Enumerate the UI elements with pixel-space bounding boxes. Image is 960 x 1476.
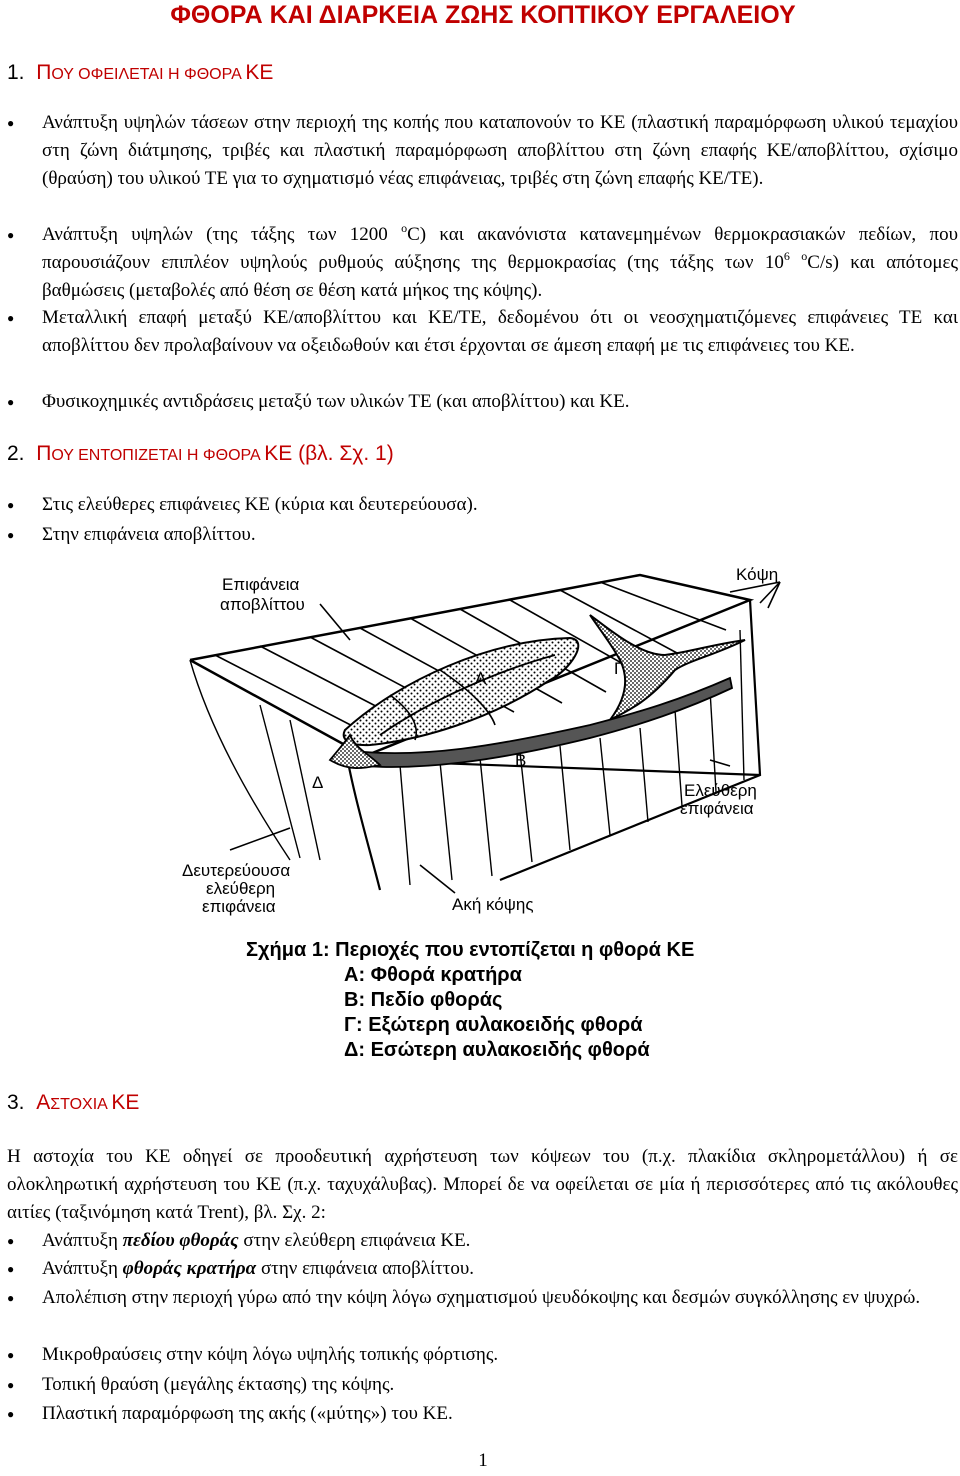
emphasis: πεδίου φθοράς xyxy=(122,1230,239,1251)
text-run: C) και ακανόνιστα κατανεμημένων θερμοκρασιακών πεδίων, που παρουσιάζουν επιπλέον υψηλούς ρυθμούς αύξησης της θερμοκρασίας (της τάξης των 10 xyxy=(42,224,958,273)
heading-text: ΟΥ ΕΝΤΟΠΙΖΕΤΑΙ Η ΦΘΟΡΑ xyxy=(51,447,265,464)
label-d: Δ xyxy=(312,773,324,792)
label-free-surface: επιφάνεια xyxy=(680,799,754,818)
text-run: Ανάπτυξη xyxy=(42,1258,123,1279)
list-item: ● Φυσικοχημικές αντιδράσεις μεταξύ των υλικών ΤΕ (και αποβλίττου) και ΚΕ. xyxy=(42,388,958,416)
list-item: ● Ανάπτυξη υψηλών τάσεων στην περιοχή της κοπής που καταπονούν το ΚΕ (πλαστική παραμόρφωση υλικού τεμαχίου στη ζώνη διάτμησης, τριβές και πλαστική παραμόρφωση αποβλίττου στη ζώνη επαφής ΚΕ/αποβλίττου, σχίσιμο (θραύση) του υλικού ΤΕ για το σχηματισμό νέας επιφάνειας, τριβές στη ζώνη επαφής ΚΕ/ΤΕ). xyxy=(42,109,958,193)
list-item: ● Τοπική θραύση (μεγάλης έκτασης) της κόψης. xyxy=(42,1371,958,1399)
list-item xyxy=(42,221,958,305)
section-1-heading xyxy=(7,60,273,88)
heading-initial: Α xyxy=(36,1091,51,1114)
label-secondary-surface: ελεύθερη xyxy=(206,879,276,898)
heading-tail: ΚΕ xyxy=(111,1091,140,1114)
heading-tail: ΚΕ (βλ. Σχ. 1) xyxy=(264,442,394,465)
label-edge-tip: Ακή κόψης xyxy=(452,895,534,914)
label-a: Α xyxy=(475,669,487,688)
superscript: ο xyxy=(801,249,808,263)
heading-initial: Π xyxy=(36,442,52,465)
tool-wear-diagram xyxy=(170,560,810,920)
text-run: C/s) και απότομες βαθμώσεις (μεταβολές από θέση σε θέση κατά μήκος της κόψης). xyxy=(42,252,959,301)
text-run: στην επιφάνεια αποβλίττου. xyxy=(256,1258,475,1279)
heading-initial: Π xyxy=(36,61,52,84)
label-cutting-edge: Κόψη xyxy=(736,565,779,584)
page-number: 1 xyxy=(478,1450,488,1471)
text-run: Ανάπτυξη xyxy=(42,1230,123,1251)
section-3-heading xyxy=(7,1090,139,1118)
list-item: ● Μικροθραύσεις στην κόψη λόγω υψηλής τοπικής φόρτισης. xyxy=(42,1341,958,1369)
label-chip-surface: αποβλίττου xyxy=(220,595,305,614)
list-item: ● Στις ελεύθερες επιφάνειες ΚΕ (κύρια και δευτερεύουσα). xyxy=(42,491,958,519)
section-number: 3. xyxy=(7,1091,25,1114)
caption-item: Β: Πεδίο φθοράς xyxy=(344,989,503,1011)
list-item: ● Μεταλλική επαφή μεταξύ ΚΕ/αποβλίττου και ΚΕ/ΤΕ, δεδομένου ότι οι νεοσχηματιζόμενες επιφάνειες ΤΕ και αποβλίττου δεν προλαβαίνουν να οξειδωθούν και έτσι έρχονται σε άμεση επαφή με τις επιφάνειες του ΚΕ. xyxy=(42,304,958,360)
leader-lines xyxy=(230,582,780,893)
section-number: 1. xyxy=(7,61,25,84)
label-g: Γ xyxy=(614,659,624,678)
heading-text: ΣΤΟΧΙΑ xyxy=(50,1096,112,1113)
superscript: ο xyxy=(401,221,408,235)
section-2-heading xyxy=(7,441,394,469)
heading-text: ΟΥ ΟΦΕΙΛΕΤΑΙ Η ΦΘΟΡΑ xyxy=(51,66,246,83)
caption-item: Γ: Εξώτερη αυλακοειδής φθορά xyxy=(344,1014,643,1036)
label-b: Β xyxy=(515,751,527,770)
list-item: ● Πλαστική παραμόρφωση της ακής («μύτης») του ΚΕ. xyxy=(42,1400,958,1428)
superscript: 6 xyxy=(783,249,790,263)
text-run xyxy=(790,252,801,273)
list-item: ● Στην επιφάνεια αποβλίττου. xyxy=(42,521,958,549)
list-item: ● Απολέπιση στην περιοχή γύρω από την κόψη λόγω σχηματισμού ψευδόκοψης και δεσμών συγκόλλησης εν ψυχρώ. xyxy=(42,1284,958,1312)
label-secondary-surface: Δευτερεύουσα xyxy=(182,861,291,880)
caption-item: Α: Φθορά κρατήρα xyxy=(344,964,522,986)
section-number: 2. xyxy=(7,442,25,465)
text-run: Ανάπτυξη υψηλών (της τάξης των 1200 xyxy=(42,224,402,245)
emphasis: φθοράς κρατήρα xyxy=(122,1258,257,1279)
heading-tail: ΚΕ xyxy=(245,61,274,84)
label-free-surface: Ελεύθερη xyxy=(684,781,757,800)
list-item xyxy=(42,1255,958,1283)
page-title: ΦΘΟΡΑ ΚΑΙ ΔΙΑΡΚΕΙΑ ΖΩΗΣ ΚΟΠΤΙΚΟΥ ΕΡΓΑΛΕΙΟΥ xyxy=(170,1,796,29)
list-item xyxy=(42,1227,958,1255)
figure-caption xyxy=(246,938,766,1063)
caption-item: Δ: Εσώτερη αυλακοειδής φθορά xyxy=(344,1039,650,1061)
label-chip-surface: Επιφάνεια xyxy=(222,575,300,594)
label-secondary-surface: επιφάνεια xyxy=(202,897,276,916)
text-run: στην ελεύθερη επιφάνεια ΚΕ. xyxy=(238,1230,471,1251)
section-3-paragraph: Η αστοχία του ΚΕ οδηγεί σε προοδευτική αχρήστευση των κόψεων του (π.χ. πλακίδια σκληρομετάλλου) ή σε ολοκληρωτική αχρήστευση του ΚΕ (π.χ. ταχυχάλυβας). Μπορεί δε να οφείλεται σε μία ή περισσότερες από τις ακόλουθες αιτίες (ταξινόμηση κατά Trent), βλ. Σχ. 2: xyxy=(7,1146,958,1223)
caption-title: Σχήμα 1: Περιοχές που εντοπίζεται η φθορά ΚΕ xyxy=(246,939,695,961)
